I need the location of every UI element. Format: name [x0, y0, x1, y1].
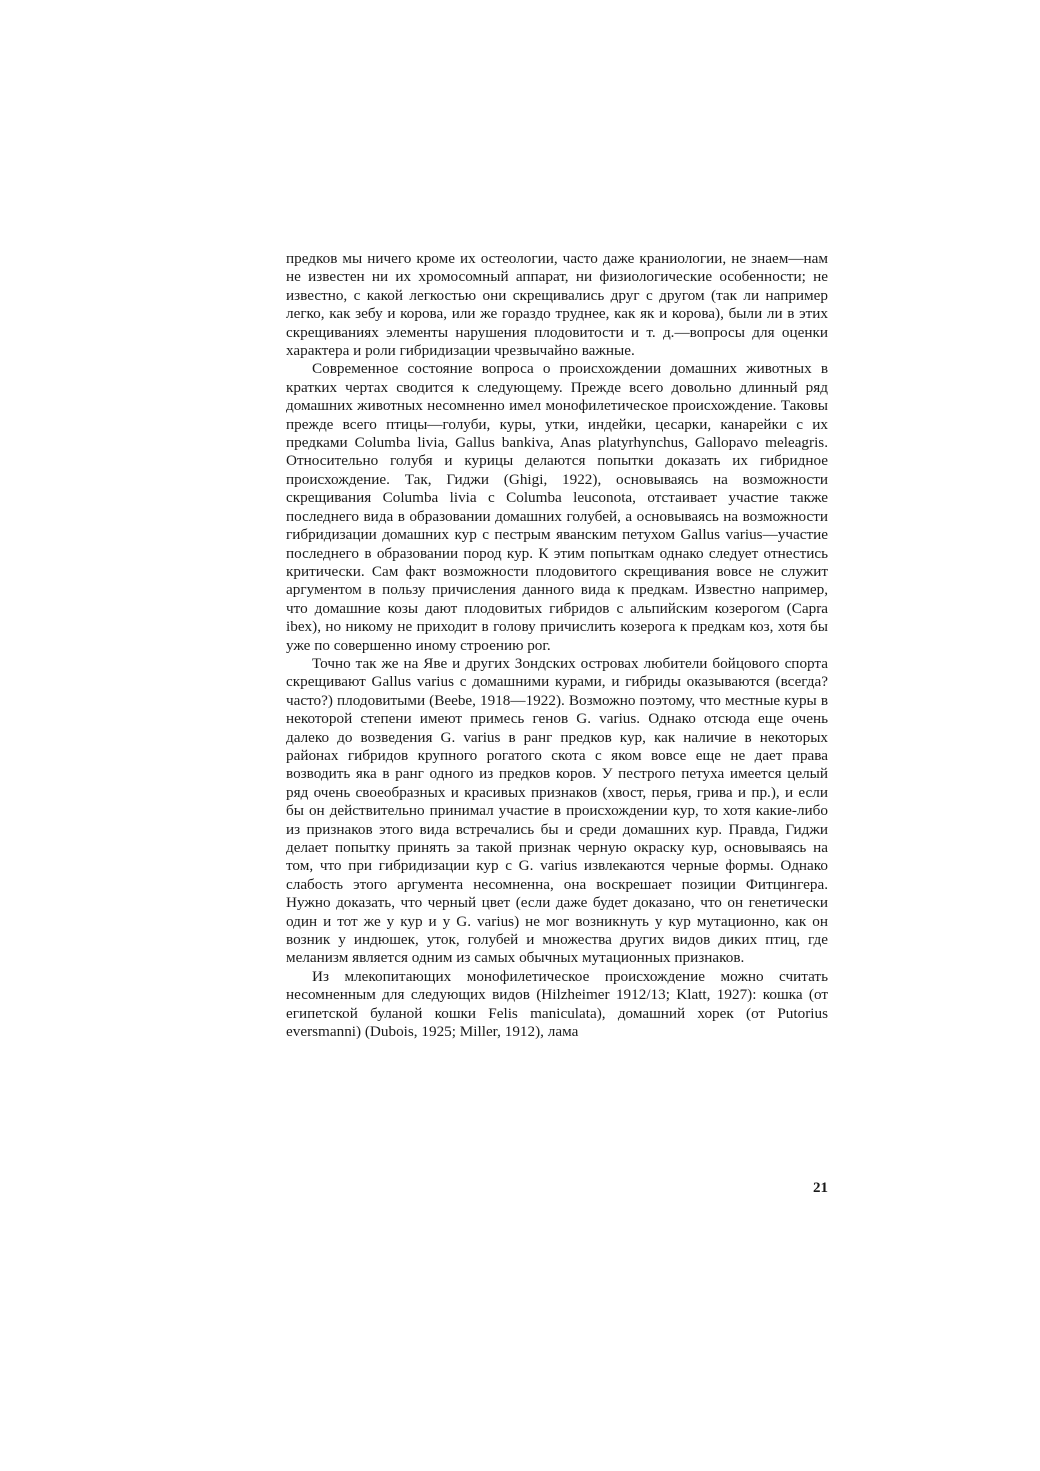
- paragraph-domestic-animals-origin: Современное состояние вопроса о происхождении домашних животных в кратких чертах сводится к следующему. Прежде всего довольно длинный ряд домашних животных несомненно имел монофилетическое происхождение. Таковы прежде всего птицы—голуби, куры, утки, индейки, цесарки, канарейки с их предками Columba livia, Gallus bankiva, Anas platyrhynchus, Gallopavo meleagris. Относительно голубя и курицы делаются попытки доказать их гибридное происхождение. Так, Гиджи (Ghigi, 1922), основываясь на возможности скрещивания Columba livia с Columba leuconota, отстаивает участие также последнего вида в образовании домашних голубей, а основываясь на возможности гибридизации домашних кур с пестрым яванским петухом Gallus varius—участие последнего в образовании пород кур. К этим попыткам однако следует отнестись критически. Сам факт возможности плодовитого скрещивания вовсе не служит аргументом в пользу причисления данного вида к предкам. Известно например, что домашние козы дают плодовитых гибридов с альпийским козерогом (Capra ibex), но никому не приходит в голову причислить козерога к предкам коз, хотя бы уже по совершенно иному строению рог.: [286, 360, 828, 654]
- paragraph-mammals-monophyletic: Из млекопитающих монофилетическое происхождение можно считать несомненным для следующих видов (Hilzheimer 1912/13; Klatt, 1927): кошка (от египетской буланой кошки Felis maniculata), домашний хорек (от Putorius eversmanni) (Dubois, 1925; Miller, 1912), лама: [286, 967, 828, 1041]
- page-number: 21: [813, 1180, 828, 1196]
- body-text: [286, 250, 828, 1041]
- paragraph-continuation: предков мы ничего кроме их остеологии, часто даже краниологии, не знаем—нам не известен ни их хромосомный аппарат, ни физиологические особенности; не известно, с какой легкостью они скрещивались друг с другом (так ли например легко, как зебу и корова, или же гораздо труднее, как як и корова), были ли в этих скрещиваниях элементы нарушения плодовитости и т. д.—вопросы для оценки характера и роли гибридизации чрезвычайно важные.: [286, 250, 828, 360]
- paragraph-java-gallus-varius: Точно так же на Яве и других Зондских островах любители бойцового спорта скрещивают Gallus varius с домашними курами, и гибриды оказываются (всегда? часто?) плодовитыми (Beebe, 1918—1922). Возможно поэтому, что местные куры в некоторой степени имеют примесь генов G. varius. Однако отсюда еще очень далеко до возведения G. varius в ранг предков кур, как наличие в некоторых районах гибридов крупного рогатого скота с яком вовсе еще не дает права возводить яка в ранг одного из предков коров. У пестрого петуха имеется целый ряд очень своеобразных и красивых признаков (хвост, перья, грива и пр.), и если бы он действительно принимал участие в происхождении кур, то хотя какие-либо из признаков этого вида встречались бы и среди домашних кур. Правда, Гиджи делает попытку принять за такой признак черную окраску кур, основываясь на том, что при гибридизации кур с G. varius извлекаются черные формы. Однако слабость этого аргумента несомненна, она воскрешает позиции Фитцингера. Нужно доказать, что черный цвет (если даже будет доказано, что он генетически один и тот же у кур и у G. varius) не мог возникнуть у кур мутационно, как он возник у индюшек, уток, голубей и множества других видов диких птиц, где меланизм является одним из самых обычных мутационных признаков.: [286, 654, 828, 967]
